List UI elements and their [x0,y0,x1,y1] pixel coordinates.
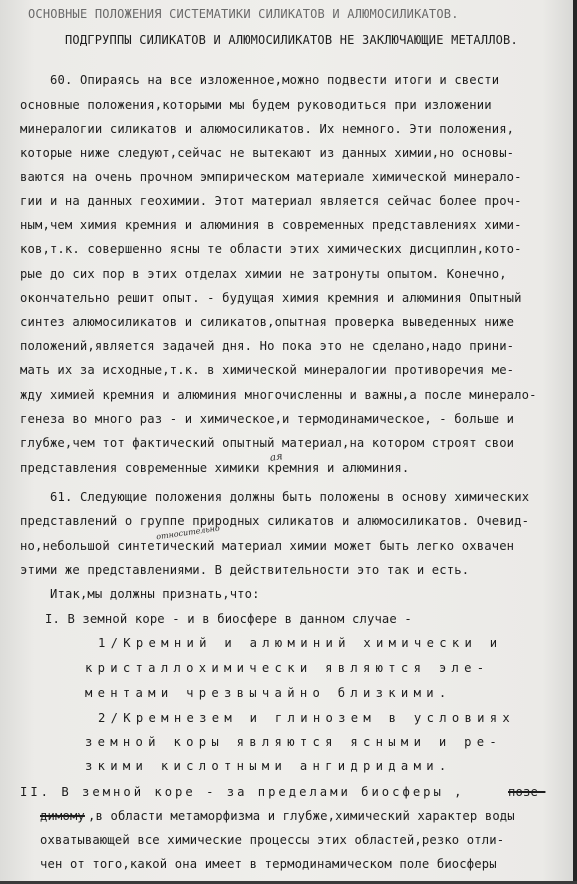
para61-line: 61. Следующие положения должны быть положены в основу химических [50,490,530,504]
para61-line: представлений о группе природных силикатов и алюмосиликатов. Очевид- [20,514,530,528]
sub-item-2-line: 2/Кремнезем и глинозем в условиях [98,711,516,725]
para61-line: но,небольшой синтетический материал химии может быть легко охвачен [20,539,515,553]
para60-line: основные положения,которыми мы будем руководиться при изложении [20,98,492,112]
intro-line: Итак,мы должны признать,что: [50,587,260,601]
heading-line-2: ПОДГРУППЫ СИЛИКАТОВ И АЛЮМОСИЛИКАТОВ НЕ ЗАКЛЮЧАЮЩИЕ МЕТАЛЛОВ. [65,33,518,47]
item-2: II. В земной коре - за пределами биосферы , [20,785,465,799]
para60-line: 60. Опираясь на все изложенное,можно подвести итоги и свести [50,73,500,87]
para61-line: этими же представлениями. В действительности это так и есть. [20,563,470,577]
sub-item-1-line: кристаллохимически являются эле- [85,661,490,675]
para60-line: генеза во много раз - и химическое,и термодинамическое, - больше и [20,412,515,426]
para60-line: жду химией кремния и алюминия многочисленны и важны,а после минерало- [20,388,537,402]
para60-line: окончательно решит опыт. - будущая химия кремния и алюминия Опытный [20,291,522,305]
sub-item-2-line: зкими кислотными ангидридами. [85,759,452,773]
handwritten-annotation: ая [269,451,284,464]
para60-line: мать их за исходные,т.к. в химической минералогии противоречия ме- [20,363,515,377]
para60-line: ков,т.к. совершенно ясны те области этих химических дисциплин,кото- [20,242,522,256]
struck-word: димому [40,809,85,823]
para60-line: ным,чем химия кремния и алюминия в современных представлениях хими- [20,218,522,232]
para60-line: ваются на очень прочном эмпирическом материале химической минерало- [20,170,522,184]
sub-item-2-line: земной коры являются ясными и ре- [85,735,503,749]
heading-line-1: ОСНОВНЫЕ ПОЛОЖЕНИЯ СИСТЕМАТИКИ СИЛИКАТОВ И АЛЮМОСИЛИКАТОВ. [28,7,459,21]
sub-item-1-line: 1/Кремний и алюминий химически и [98,636,503,650]
para60-line: которые ниже следуют,сейчас не вытекают из данных химии,но основы- [20,146,515,160]
sub-item-1-line: ментами чрезвычайно близкими. [85,686,452,700]
para60-line: синтез алюмосиликатов и силикатов,опытная проверка выведенных ниже [20,315,515,329]
para60-line: минералогии силикатов и алюмосиликатов. Их немного. Эти положения, [20,122,515,136]
para60-line: положений,является задачей дня. Но пока это не сделано,надо прини- [20,339,515,353]
para60-line: гии и на данных геохимии. Этот материал является сейчас более проч- [20,194,522,208]
para60-line: рые до сих пор в этих отделах химии не затронуты опытом. Конечно, [20,267,507,281]
para60-line: представления современные химики кремния и алюминия. [20,461,410,475]
item-1: I. В земной коре - и в биосфере в данном случае - [45,612,412,626]
para60-line: глубже,чем тот фактический опытный материал,на котором строят свои [20,436,515,450]
item-2-line: чен от того,какой она имеет в термодинамическом поле биосферы [40,857,497,871]
item-2-line: ,в области метаморфизма и глубже,химический характер воды [88,809,515,823]
struck-word: позе- [508,785,546,799]
page-edge-shadow [573,0,577,884]
item-2-line: охватывающей все химические процессы этих областей,резко отли- [40,833,505,847]
handwritten-annotation: относительно [155,523,221,542]
